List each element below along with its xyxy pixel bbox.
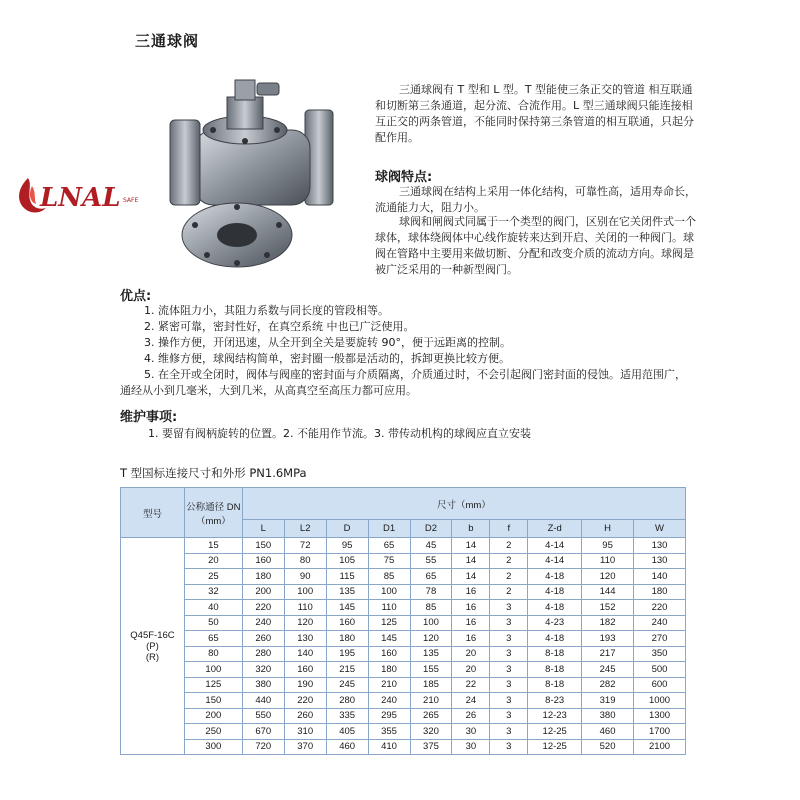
table-cell: 180	[242, 569, 284, 585]
spec-table	[120, 487, 686, 755]
table-cell: 135	[410, 646, 452, 662]
table-cell: 3	[490, 646, 528, 662]
table-cell: 16	[452, 631, 490, 647]
table-cell: 25	[184, 569, 242, 585]
logo-text: LNAL	[40, 183, 121, 213]
table-cell: 320	[242, 662, 284, 678]
table-cell: 160	[326, 615, 368, 631]
column-header: b	[452, 520, 490, 538]
table-cell: 135	[326, 584, 368, 600]
maintenance-heading: 维护事项:	[120, 410, 178, 425]
table-cell: 8-23	[528, 693, 582, 709]
table-cell: 80	[284, 553, 326, 569]
table-cell: 75	[368, 553, 410, 569]
table-cell: 30	[452, 739, 490, 755]
table-row	[121, 693, 686, 709]
table-cell: 55	[410, 553, 452, 569]
table-row	[121, 584, 686, 600]
model-cell	[121, 538, 185, 755]
table-cell: 8-18	[528, 646, 582, 662]
table-cell: 500	[634, 662, 686, 678]
table-cell: 670	[242, 724, 284, 740]
table-cell: 460	[326, 739, 368, 755]
table-cell: 260	[242, 631, 284, 647]
table-cell: 152	[582, 600, 634, 616]
header-size: 尺寸（mm）	[242, 488, 685, 520]
column-header: D	[326, 520, 368, 538]
table-cell: 200	[242, 584, 284, 600]
table-cell: 370	[284, 739, 326, 755]
table-cell: 16	[452, 584, 490, 600]
table-cell: 2100	[634, 739, 686, 755]
table-cell: 270	[634, 631, 686, 647]
table-cell: 550	[242, 708, 284, 724]
column-header: H	[582, 520, 634, 538]
table-cell: 14	[452, 553, 490, 569]
features-paragraph-2: 球阀和闸阀式同属于一个类型的阀门，区别在它关闭件式一个球体，球体绕阀体中心线作旋转来达到开启、关闭的一种阀门。球阀在管路中主要用来做切断、分配和改变介质的流动方向。球阀是被广泛采用的一种新型阀门。	[375, 215, 696, 276]
table-cell: 125	[368, 615, 410, 631]
table-row	[121, 677, 686, 693]
table-cell: 105	[326, 553, 368, 569]
table-cell: 85	[368, 569, 410, 585]
table-cell: 300	[184, 739, 242, 755]
table-cell: 240	[368, 693, 410, 709]
table-cell: 95	[582, 538, 634, 554]
table-row	[121, 662, 686, 678]
table-cell: 4-14	[528, 538, 582, 554]
model-line: (R)	[145, 651, 160, 663]
table-cell: 355	[368, 724, 410, 740]
table-cell: 130	[634, 553, 686, 569]
table-cell: 20	[452, 662, 490, 678]
table-row	[121, 739, 686, 755]
intro-paragraph: 三通球阀有 T 型和 L 型。T 型能使三条正交的管道 相互联通和切断第三条通道，起分流、合流作用。L 型三通球阀只能连接相互正交的两条管道，不能同时保持第三条管道的相互联通，只起分配作用。	[375, 83, 694, 144]
features-paragraph-1: 三通球阀在结构上采用一体化结构，可靠性高，适用寿命长，流通能力大，阻力小。	[375, 185, 696, 214]
table-cell: 14	[452, 538, 490, 554]
table-cell: 220	[284, 693, 326, 709]
table-cell: 20	[184, 553, 242, 569]
page-title: 三通球阀	[135, 32, 200, 50]
table-cell: 245	[326, 677, 368, 693]
table-cell: 140	[284, 646, 326, 662]
table-cell: 440	[242, 693, 284, 709]
table-cell: 210	[410, 693, 452, 709]
table-cell: 12-25	[528, 739, 582, 755]
table-cell: 195	[326, 646, 368, 662]
column-header: Z-d	[528, 520, 582, 538]
table-cell: 295	[368, 708, 410, 724]
table-cell: 4-23	[528, 615, 582, 631]
table-cell: 180	[368, 662, 410, 678]
table-cell: 110	[582, 553, 634, 569]
table-cell: 160	[368, 646, 410, 662]
table-cell: 78	[410, 584, 452, 600]
table-cell: 115	[326, 569, 368, 585]
table-row	[121, 569, 686, 585]
column-header: W	[634, 520, 686, 538]
table-cell: 8-18	[528, 662, 582, 678]
table-cell: 120	[284, 615, 326, 631]
table-cell: 130	[284, 631, 326, 647]
table-cell: 100	[184, 662, 242, 678]
table-row	[121, 615, 686, 631]
header-dn: 公称通径 DN（mm）	[184, 488, 242, 538]
table-cell: 8-18	[528, 677, 582, 693]
table-cell: 215	[326, 662, 368, 678]
table-cell: 200	[184, 708, 242, 724]
table-cell: 4-18	[528, 569, 582, 585]
table-cell: 20	[452, 646, 490, 662]
table-cell: 185	[410, 677, 452, 693]
table-cell: 210	[368, 677, 410, 693]
table-cell: 65	[410, 569, 452, 585]
table-cell: 2	[490, 553, 528, 569]
table-cell: 95	[326, 538, 368, 554]
table-cell: 350	[634, 646, 686, 662]
table-cell: 140	[634, 569, 686, 585]
table-title: T 型国标连接尺寸和外形 PN1.6MPa	[120, 466, 307, 480]
table-cell: 2	[490, 584, 528, 600]
table-cell: 4-18	[528, 584, 582, 600]
column-header: D1	[368, 520, 410, 538]
table-cell: 217	[582, 646, 634, 662]
table-cell: 50	[184, 615, 242, 631]
table-cell: 155	[410, 662, 452, 678]
table-cell: 3	[490, 708, 528, 724]
maintenance-text: 1. 要留有阀柄旋转的位置。2. 不能用作节流。3. 带传动机构的球阀应直立安装	[148, 427, 531, 440]
table-cell: 190	[284, 677, 326, 693]
table-cell: 65	[368, 538, 410, 554]
table-cell: 240	[242, 615, 284, 631]
table-cell: 120	[410, 631, 452, 647]
table-cell: 4-18	[528, 600, 582, 616]
column-header: f	[490, 520, 528, 538]
list-item: 4. 维修方便，球阀结构简单，密封圈一般都是活动的，拆卸更换比较方便。	[144, 352, 510, 365]
column-header: L	[242, 520, 284, 538]
table-cell: 160	[284, 662, 326, 678]
table-cell: 85	[410, 600, 452, 616]
model-line: (P)	[146, 640, 159, 652]
table-cell: 375	[410, 739, 452, 755]
table-cell: 120	[582, 569, 634, 585]
table-cell: 3	[490, 600, 528, 616]
table-cell: 90	[284, 569, 326, 585]
table-cell: 160	[242, 553, 284, 569]
table-cell: 3	[490, 693, 528, 709]
table-row	[121, 724, 686, 740]
table-cell: 65	[184, 631, 242, 647]
table-cell: 110	[368, 600, 410, 616]
table-cell: 260	[284, 708, 326, 724]
table-cell: 150	[184, 693, 242, 709]
table-cell: 30	[452, 724, 490, 740]
table-cell: 125	[184, 677, 242, 693]
table-cell: 245	[582, 662, 634, 678]
table-row	[121, 631, 686, 647]
table-cell: 380	[582, 708, 634, 724]
table-cell: 250	[184, 724, 242, 740]
column-header: L2	[284, 520, 326, 538]
table-cell: 220	[634, 600, 686, 616]
table-cell: 12-23	[528, 708, 582, 724]
table-cell: 720	[242, 739, 284, 755]
table-cell: 40	[184, 600, 242, 616]
features-heading: 球阀特点:	[375, 170, 433, 185]
header-model: 型号	[121, 488, 185, 538]
column-header: D2	[410, 520, 452, 538]
table-cell: 182	[582, 615, 634, 631]
table-cell: 193	[582, 631, 634, 647]
table-cell: 100	[284, 584, 326, 600]
table-cell: 282	[582, 677, 634, 693]
table-cell: 130	[634, 538, 686, 554]
table-row	[121, 646, 686, 662]
table-cell: 320	[410, 724, 452, 740]
table-cell: 220	[242, 600, 284, 616]
list-item: 3. 操作方便，开闭迅速，从全开到全关是要旋转 90°，便于远距离的控制。	[144, 336, 511, 349]
advantages-heading: 优点:	[120, 289, 152, 304]
table-cell: 14	[452, 569, 490, 585]
table-cell: 22	[452, 677, 490, 693]
table-cell: 1300	[634, 708, 686, 724]
table-cell: 100	[410, 615, 452, 631]
table-cell: 72	[284, 538, 326, 554]
table-cell: 15	[184, 538, 242, 554]
table-cell: 2	[490, 569, 528, 585]
table-cell: 319	[582, 693, 634, 709]
table-row	[121, 600, 686, 616]
table-cell: 80	[184, 646, 242, 662]
table-cell: 380	[242, 677, 284, 693]
table-cell: 3	[490, 724, 528, 740]
table-cell: 100	[368, 584, 410, 600]
advantages-list	[120, 303, 690, 399]
table-cell: 3	[490, 631, 528, 647]
table-cell: 3	[490, 662, 528, 678]
lnal-logo	[10, 172, 150, 222]
table-cell: 144	[582, 584, 634, 600]
table-cell: 405	[326, 724, 368, 740]
list-item: 5. 在全开或全闭时，阀体与阀座的密封面与介质隔离，介质通过时，不会引起阀门密封面的侵蚀。适用范围广，通经从小到几毫米，大到几米，从高真空至高压力都可应用。	[120, 368, 686, 397]
table-cell: 4-14	[528, 553, 582, 569]
table-cell: 110	[284, 600, 326, 616]
ball-valve-image	[165, 75, 355, 275]
table-cell: 1000	[634, 693, 686, 709]
table-cell: 280	[242, 646, 284, 662]
table-cell: 24	[452, 693, 490, 709]
table-cell: 3	[490, 677, 528, 693]
list-item: 2. 紧密可靠，密封性好，在真空系统 中也已广泛使用。	[144, 320, 415, 333]
table-cell: 335	[326, 708, 368, 724]
table-cell: 520	[582, 739, 634, 755]
table-cell: 410	[368, 739, 410, 755]
table-row	[121, 553, 686, 569]
table-cell: 460	[582, 724, 634, 740]
table-cell: 26	[452, 708, 490, 724]
table-cell: 180	[634, 584, 686, 600]
table-cell: 145	[368, 631, 410, 647]
table-cell: 16	[452, 600, 490, 616]
table-cell: 3	[490, 615, 528, 631]
table-cell: 180	[326, 631, 368, 647]
table-cell: 1700	[634, 724, 686, 740]
table-cell: 3	[490, 739, 528, 755]
table-row	[121, 708, 686, 724]
table-cell: 32	[184, 584, 242, 600]
table-cell: 280	[326, 693, 368, 709]
table-cell: 600	[634, 677, 686, 693]
table-cell: 145	[326, 600, 368, 616]
table-cell: 2	[490, 538, 528, 554]
table-cell: 16	[452, 615, 490, 631]
model-line: Q45F-16C	[130, 629, 175, 641]
table-cell: 45	[410, 538, 452, 554]
logo-small-text: SAFE	[123, 197, 139, 204]
table-cell: 240	[634, 615, 686, 631]
table-row	[121, 538, 686, 554]
table-cell: 150	[242, 538, 284, 554]
table-cell: 310	[284, 724, 326, 740]
list-item: 1. 流体阻力小，其阻力系数与同长度的管段相等。	[144, 304, 389, 317]
table-cell: 265	[410, 708, 452, 724]
table-cell: 12-25	[528, 724, 582, 740]
table-cell: 4-18	[528, 631, 582, 647]
